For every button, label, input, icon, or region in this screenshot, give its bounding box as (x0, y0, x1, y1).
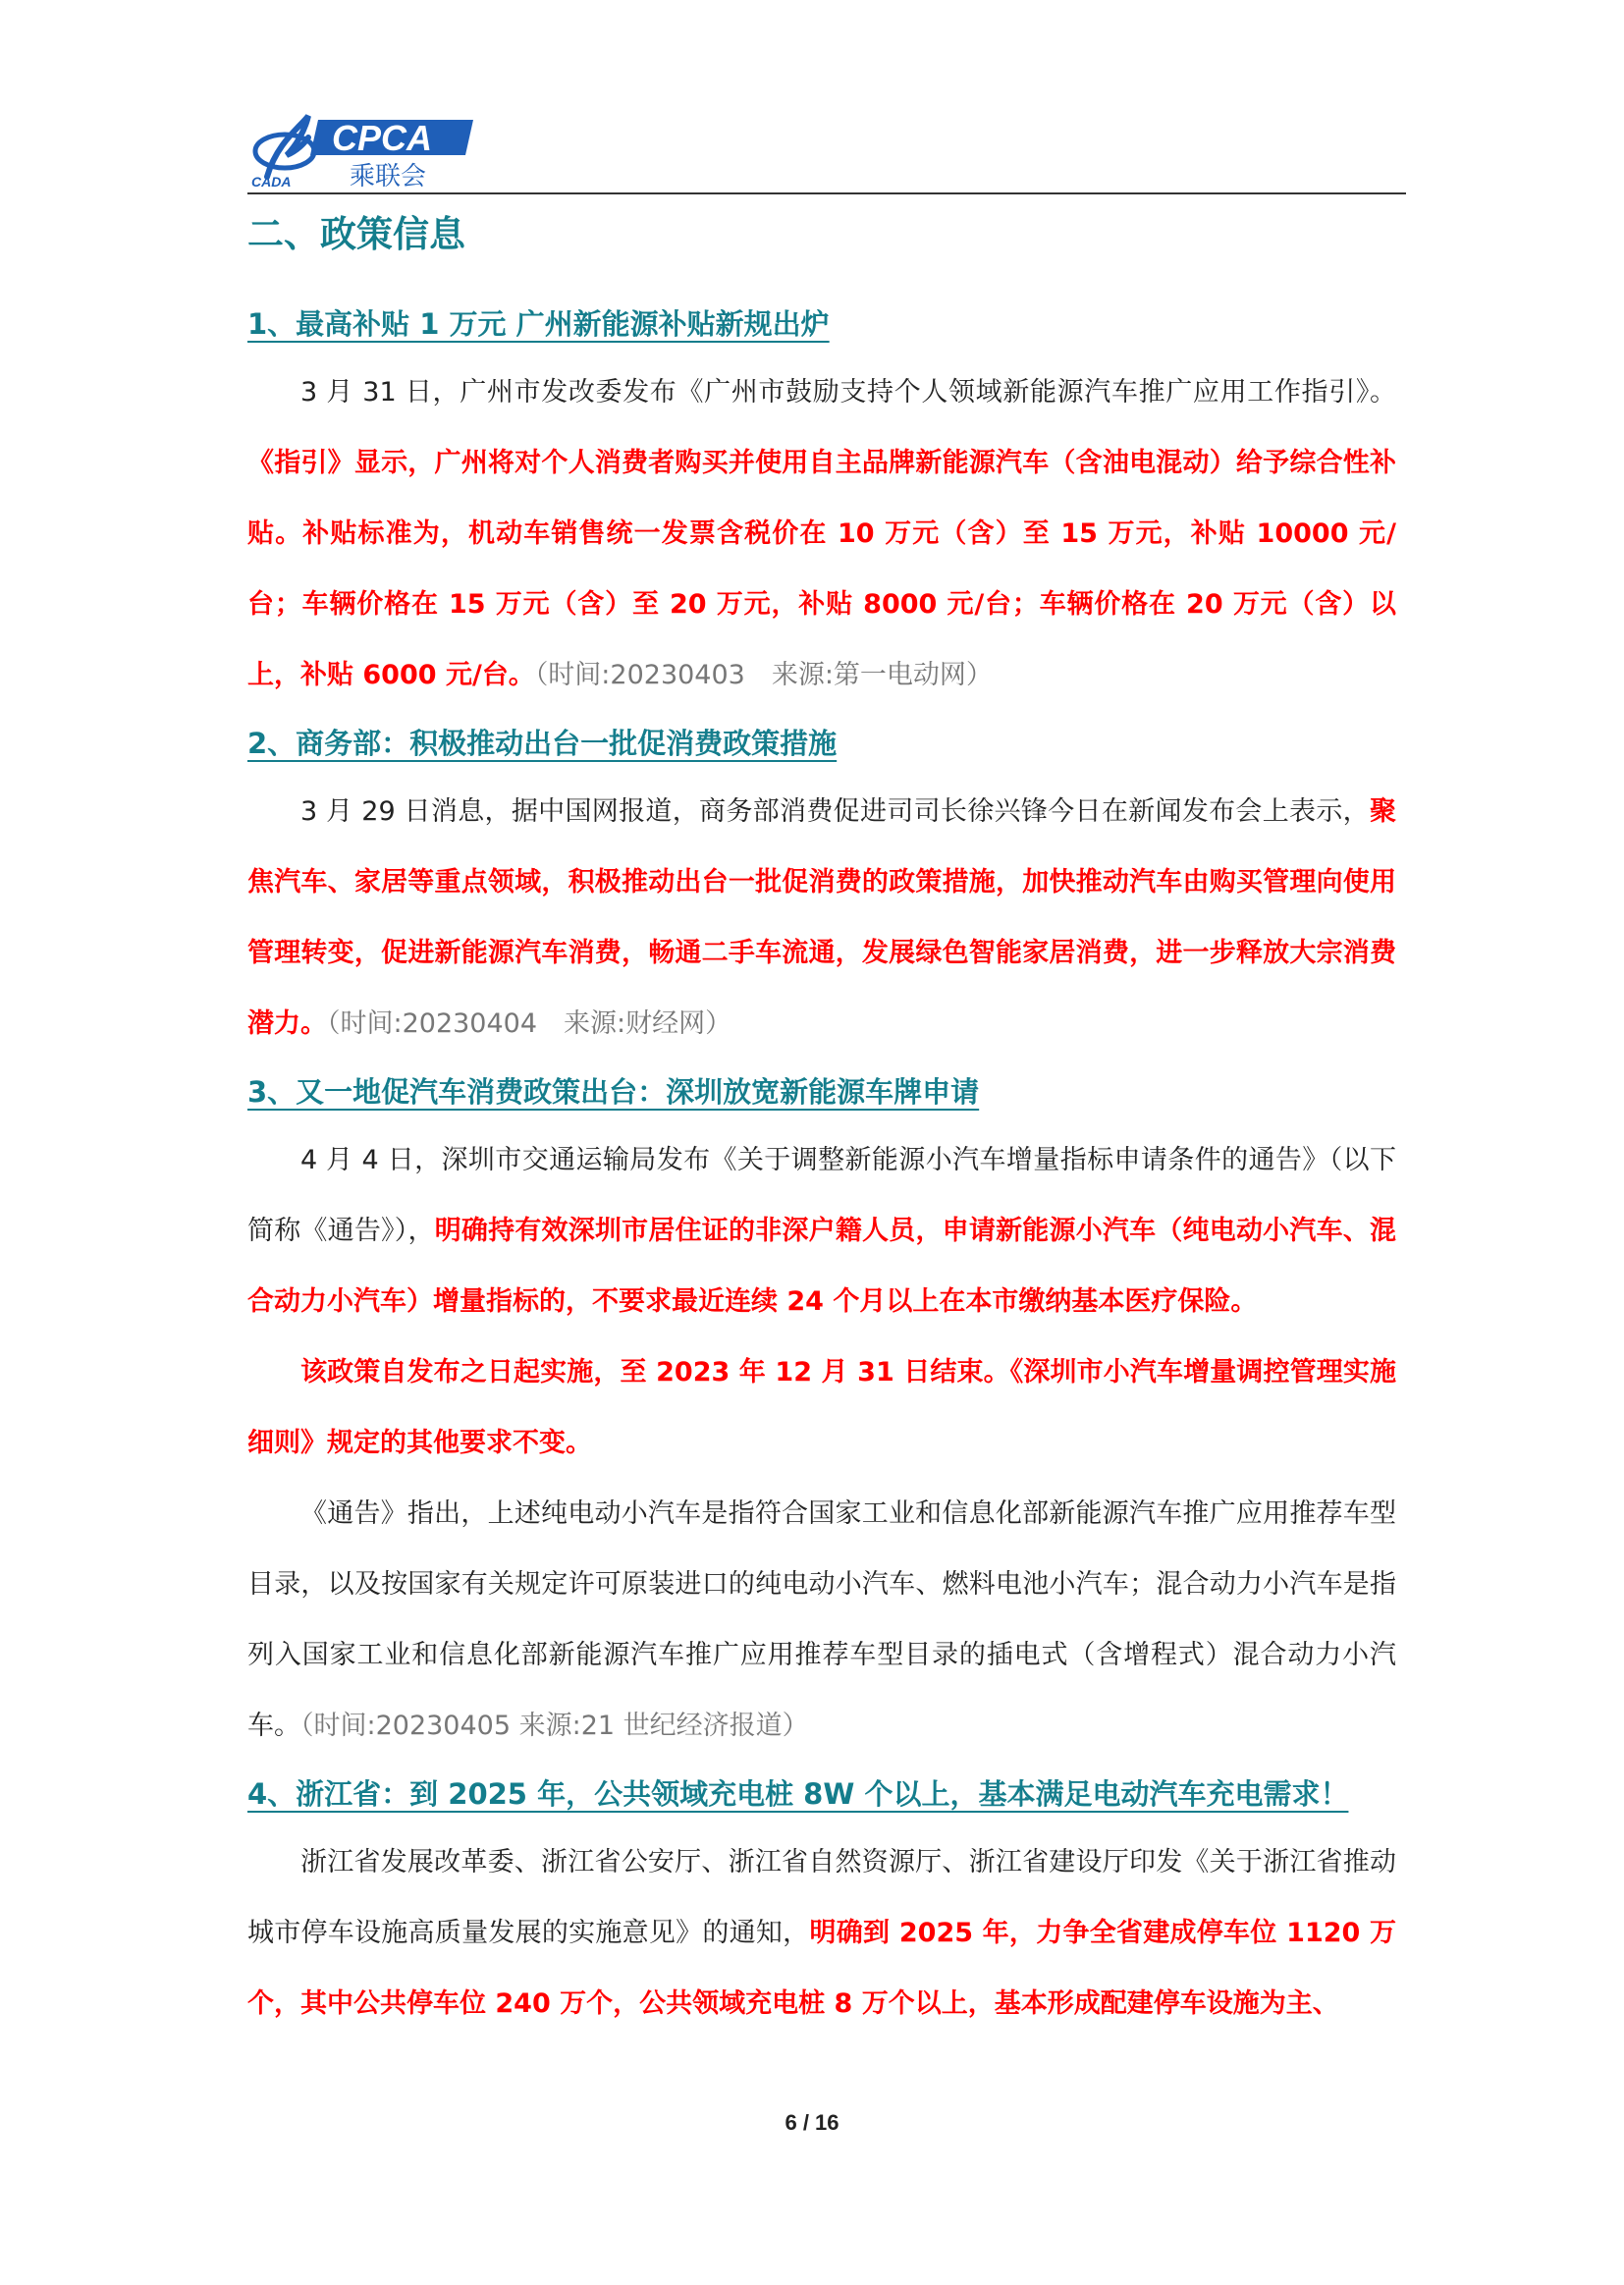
paragraph-normal-text: 3 月 31 日，广州市发改委发布《广州市鼓励支持个人领域新能源汽车推广应用工作指引》。 (300, 377, 1396, 408)
page-number: 6 / 16 (785, 2110, 839, 2135)
item-title: 3、又一地促汽车消费政策出台：深圳放宽新能源车牌申请 (247, 1075, 980, 1109)
paragraph-highlight-text: 《指引》显示，广州将对个人消费者购买并使用自主品牌新能源汽车（含油电混动）给予综合性补贴。补贴标准为，机动车销售统一发票含税价在 10 万元（含）至 15 万元，补贴 10000 元/台；车辆价格在 15 万元（含）至 20 万元，补贴 8000 元/台；车辆价格在 20 万元（含）以上，补贴 6000 元/台。 (247, 448, 1396, 690)
paragraph-highlight-text: 明确到 2025 年，力争全省建成停车位 1120 万个，其中公共停车位 240 万个，公共领域充电桩 8 万个以上，基本形成配建停车设施为主、 (247, 1918, 1396, 2019)
item-title: 2、商务部：积极推动出台一批促消费政策措施 (247, 727, 838, 760)
document-body (247, 204, 1396, 2040)
item-paragraph (247, 1827, 1396, 2040)
item-paragraph (247, 1337, 1396, 1479)
item-paragraph (247, 777, 1396, 1060)
news-item (247, 1072, 1396, 1762)
section-title: 二、政策信息 (247, 213, 465, 255)
paragraph-highlight-text: 聚焦汽车、家居等重点领域，积极推动出台一批促消费的政策措施，加快推动汽车由购买管理向使用管理转变，促进新能源汽车消费，畅通二手车流通，发展绿色智能家居消费，进一步释放大宗消费潜力。 (247, 796, 1396, 1039)
logo-cn-text: 乘联会 (350, 162, 427, 190)
cpca-logo-graphic (247, 108, 479, 190)
logo-sub-text: CADA (251, 174, 292, 190)
paragraph-source-meta: （时间:20230403 来源:第一电动网） (534, 660, 993, 690)
item-paragraph (247, 1125, 1396, 1337)
paragraph-source-meta: （时间:20230404 来源:财经网） (327, 1008, 732, 1039)
paragraph-highlight-text: 明确持有效深圳市居住证的非深户籍人员，申请新能源小汽车（纯电动小汽车、混合动力小汽车）增量指标的，不要求最近连续 24 个月以上在本市缴纳基本医疗保险。 (247, 1216, 1397, 1317)
paragraph-normal-text: 《通告》指出，上述纯电动小汽车是指符合国家工业和信息化部新能源汽车推广应用推荐车型目录，以及按国家有关规定许可原装进口的纯电动小汽车、燃料电池小汽车；混合动力小汽车是指列入国家工业和信息化部新能源汽车推广应用推荐车型目录的插电式（含增程式）混合动力小汽车。 (247, 1498, 1396, 1741)
news-item (247, 1774, 1396, 2040)
paragraph-source-meta: （时间:20230405 来源:21 世纪经济报道） (300, 1711, 809, 1741)
paragraph-normal-text: 4 月 4 日，深圳市交通运输局发布《关于调整新能源小汽车增量指标申请条件的通告》（以下简称《通告》）， (247, 1145, 1396, 1246)
news-item (247, 304, 1396, 711)
news-item (247, 724, 1396, 1060)
item-title: 4、浙江省：到 2025 年，公共领域充电桩 8W 个以上，基本满足电动汽车充电需求！ (247, 1777, 1349, 1811)
paragraph-highlight-text: 该政策自发布之日起实施，至 2023 年 12 月 31 日结束。《深圳市小汽车增量调控管理实施细则》规定的其他要求不变。 (247, 1357, 1396, 1458)
cpca-logo (247, 108, 479, 190)
item-title: 1、最高补贴 1 万元 广州新能源补贴新规出炉 (247, 307, 830, 341)
header-rule (247, 192, 1406, 194)
item-paragraph (247, 1479, 1396, 1762)
logo-brand-text: CPCA (332, 118, 433, 158)
paragraph-normal-text: 浙江省发展改革委、浙江省公安厅、浙江省自然资源厅、浙江省建设厅印发《关于浙江省推动城市停车设施高质量发展的实施意见》的通知， (247, 1847, 1396, 1948)
paragraph-normal-text: 3 月 29 日消息，据中国网报道，商务部消费促进司司长徐兴锋今日在新闻发布会上表示， (300, 796, 1370, 827)
item-paragraph (247, 357, 1396, 711)
